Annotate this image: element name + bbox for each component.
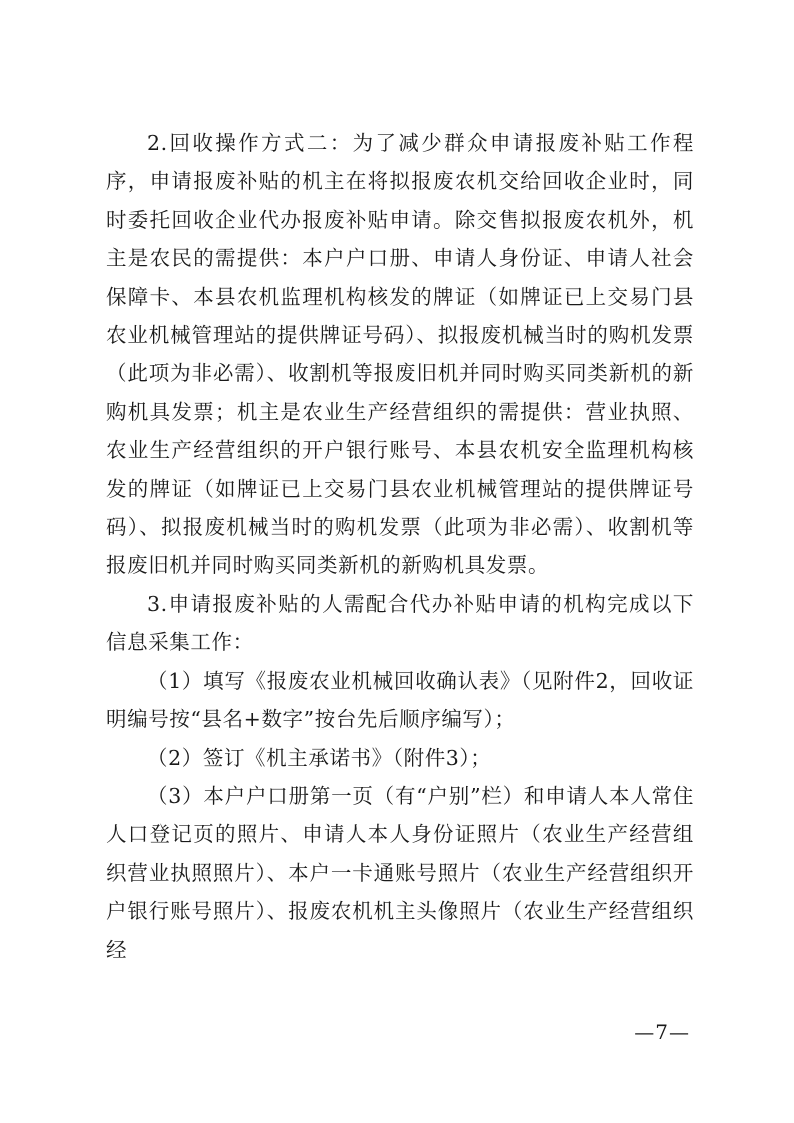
document-body <box>106 124 694 969</box>
paragraph-item-3: （3）本户户口册第一页（有“户别”栏）和申请人本人常住人口登记页的照片、申请人本人身份证照片（农业生产经营组织营业执照照片）、本户一卡通账号照片（农业生产经营组织开户银行账号照片）、报废农机机主头像照片（农业生产经营组织经 <box>106 783 694 962</box>
paragraph-recycling-method-two: 2.回收操作方式二：为了减少群众申请报废补贴工作程序，申请报废补贴的机主在将拟报废农机交给回收企业时，同时委托回收企业代办报废补贴申请。除交售拟报废农机外，机主是农民的需提供：本户户口册、申请人身份证、申请人社会保障卡、本县农机监理机构核发的牌证（如牌证已上交易门县农业机械管理站的提供牌证号码）、拟报废机械当时的购机发票（此项为非必需）、收割机等报废旧机并同时购买同类新机的新购机具发票；机主是农业生产经营组织的需提供：营业执照、农业生产经营组织的开户银行账号、本县农机安全监理机构核发的牌证（如牌证已上交易门县农业机械管理站的提供牌证号码）、拟报废机械当时的购机发票（此项为非必需）、收割机等报废旧机并同时购买同类新机的新购机具发票。 <box>106 131 694 578</box>
paragraph-item-1: （1）填写《报废农业机械回收确认表》（见附件2，回收证明编号按“县名+数字”按台先后顺序编写）； <box>106 668 694 732</box>
page-number: —7— <box>634 1020 690 1044</box>
paragraph-information-collection: 3.申请报废补贴的人需配合代办补贴申请的机构完成以下信息采集工作： <box>106 591 694 655</box>
paragraph-item-2: （2）签订《机主承诺书》（附件3）； <box>147 745 492 770</box>
